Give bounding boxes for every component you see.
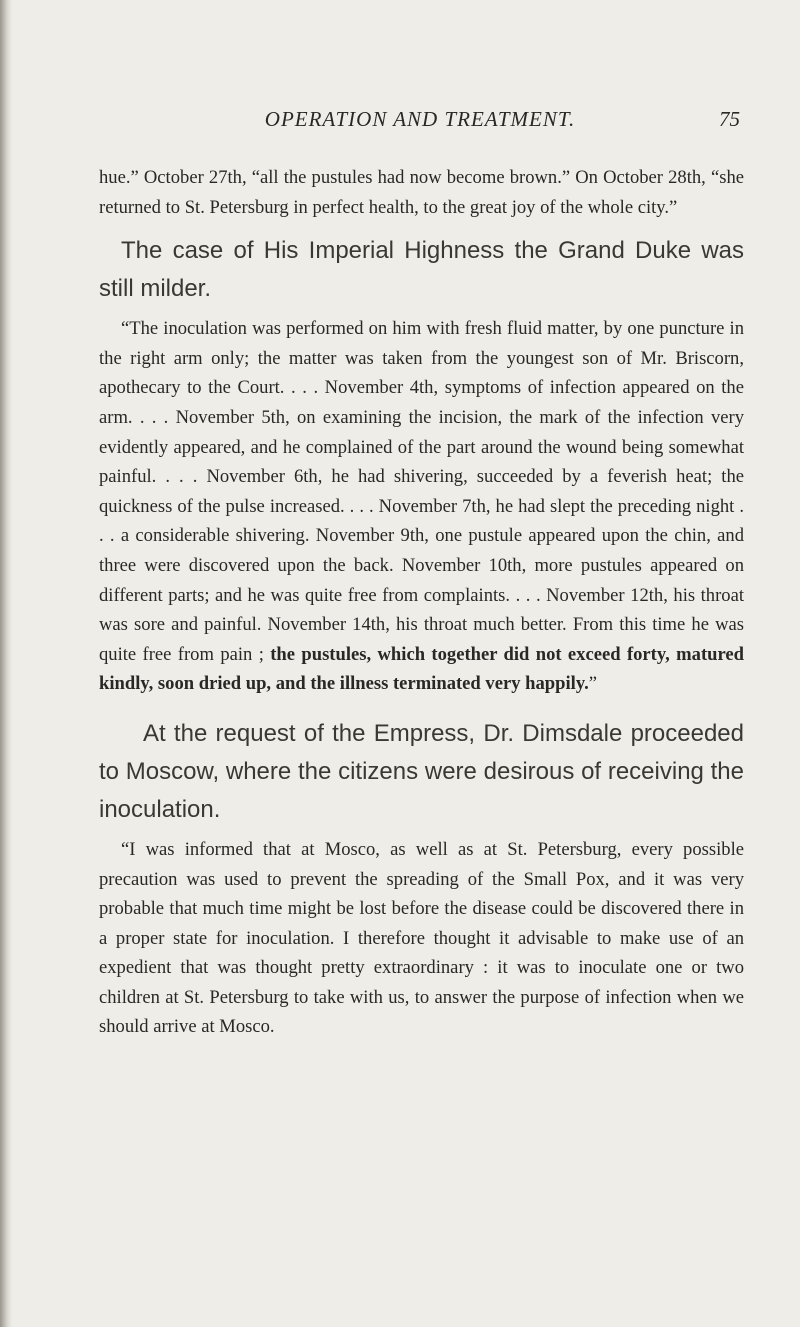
paragraph-mosco-quote: “I was informed that at Mosco, as well as at St. Petersburg, every possible precaution was used to prevent the spreading of the Small Pox, and it was very probable that much time might be lost before the disease could be discovered there in a proper state for inoculation. I therefore thought it advisable to make use of an expedient that was thought pretty extraordinary : it was to inoculate one or two children at St. Petersburg to take with us, to answer the purpose of infection when we should arrive at Mosco.: [99, 838, 744, 1038]
paragraph-grand-duke-intro: The case of His Imperial Highness the Grand Duke was still milder.: [99, 237, 744, 303]
paragraph-moscow-intro: At the request of the Empress, Dr. Dimsdale proceeded to Moscow, where the citizens were desirous of receiving the inoculation.: [99, 719, 744, 823]
grand-duke-quote-bold: the pustules, which together did not exceed forty, matured kindly, soon dried up, and the illness terminated very happily.: [99, 643, 744, 695]
page-number: 75: [719, 107, 740, 131]
grand-duke-quote-close: ”: [588, 673, 598, 695]
running-title: OPERATION AND TREATMENT.: [264, 107, 576, 131]
grand-duke-quote-text: “The inoculation was performed on him with fresh fluid matter, by one puncture in the right arm only; the matter was taken from the youngest son of Mr. Briscorn, apothecary to the Court. . . . November 4th, symptoms of infection appeared on the arm. . . . November 5th, on examining the incision, the mark of the infection very evidently appeared, and he complained of the part around the wound being somewhat painful. . . . November 6th, he had shivering, succeeded by a feverish heat; the quickness of the pulse increased. . . . November 7th, he had slept the preceding night . . . a considerable shivering. November 9th, one pustule appeared upon the chin, and three were discovered upon the back. November 10th, more pustules appeared on different parts; and he was quite free from complaints. . . . November 12th, his throat was sore and painful. November 14th, his throat much better. From this time he was quite free from pain ;: [99, 318, 744, 665]
page-body: [99, 163, 744, 1042]
page-binding-edge: [0, 0, 12, 1327]
paragraph-grand-duke-quote: [99, 314, 744, 699]
running-header: [100, 107, 740, 137]
paragraph-october-dates: hue.” October 27th, “all the pustules had now become brown.” On October 28th, “she returned to St. Petersburg in perfect health, to the great joy of the whole city.”: [99, 167, 744, 218]
